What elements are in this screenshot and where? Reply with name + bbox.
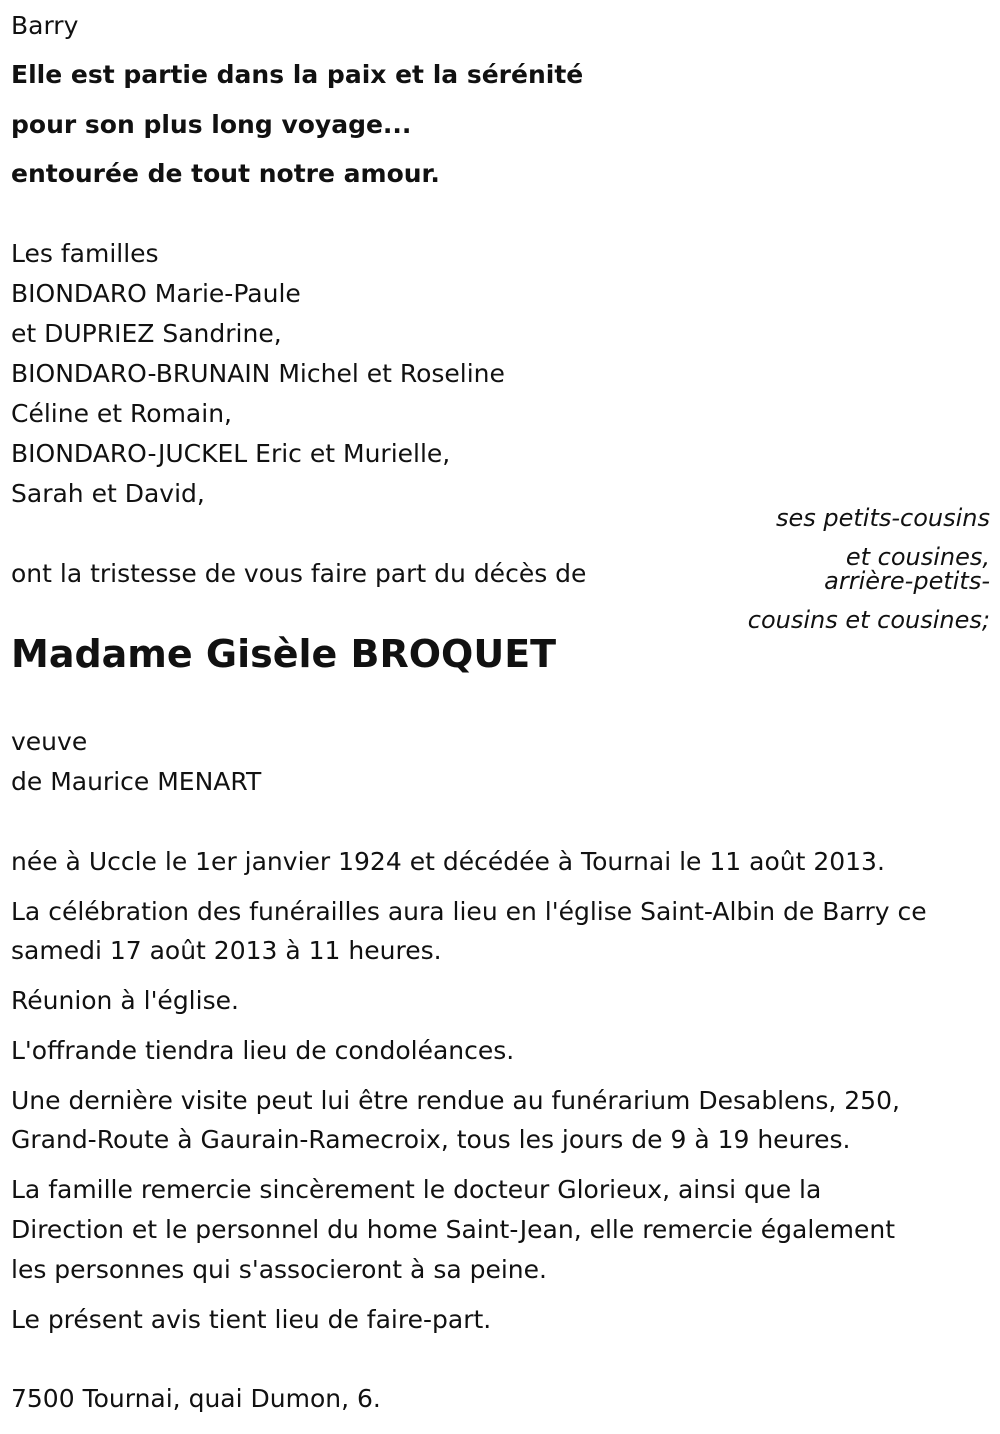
visit-line-2: Grand-Route à Gaurain-Ramecroix, tous les jours de 9 à 19 heures.	[11, 1125, 851, 1154]
family-line-1: BIONDARO Marie-Paule	[11, 279, 301, 308]
side-note-line-4: cousins et cousines;	[747, 606, 990, 634]
thanks-line-1: La famille remercie sincèrement le docteur Glorieux, ainsi que la	[11, 1175, 822, 1204]
offering-line: L'offrande tiendra lieu de condoléances.	[11, 1036, 515, 1065]
family-line-4: Céline et Romain,	[11, 399, 232, 428]
visit-line-1: Une dernière visite peut lui être rendue au funérarium Desablens, 250,	[11, 1086, 900, 1115]
families-heading: Les familles	[11, 239, 159, 268]
thanks-line-3: les personnes qui s'associeront à sa peine.	[11, 1255, 547, 1284]
thanks-line-2: Direction et le personnel du home Saint-Jean, elle remercie également	[11, 1215, 896, 1244]
side-note-line-3: arrière-petits-	[824, 567, 990, 595]
ceremony-line-1: La célébration des funérailles aura lieu en l'église Saint-Albin de Barry ce	[11, 897, 927, 926]
deceased-name: Madame Gisèle BROQUET	[11, 632, 557, 676]
side-note-line-2: et cousines,	[845, 543, 990, 571]
family-line-5: BIONDARO-JUCKEL Eric et Murielle,	[11, 439, 451, 468]
notice-line: Le présent avis tient lieu de faire-part.	[11, 1305, 492, 1334]
ceremony-line-2: samedi 17 août 2013 à 11 heures.	[11, 936, 442, 965]
announcement: ont la tristesse de vous faire part du décès de	[11, 559, 587, 588]
intro-line-3: entourée de tout notre amour.	[11, 159, 440, 188]
birth-death-line: née à Uccle le 1er janvier 1924 et décédée à Tournai le 11 août 2013.	[11, 847, 885, 876]
address-line: 7500 Tournai, quai Dumon, 6.	[11, 1384, 381, 1413]
meeting-line: Réunion à l'église.	[11, 986, 239, 1015]
family-line-2: et DUPRIEZ Sandrine,	[11, 319, 282, 348]
intro-line-1: Elle est partie dans la paix et la sérénité	[11, 60, 584, 89]
status-line-2: de Maurice MENART	[11, 767, 262, 796]
intro-line-2: pour son plus long voyage...	[11, 110, 412, 139]
side-note-line-1: ses petits-cousins	[775, 504, 990, 532]
status-line-1: veuve	[11, 727, 88, 756]
family-line-3: BIONDARO-BRUNAIN Michel et Roseline	[11, 359, 505, 388]
place-name: Barry	[11, 11, 79, 40]
family-line-6: Sarah et David,	[11, 479, 205, 508]
